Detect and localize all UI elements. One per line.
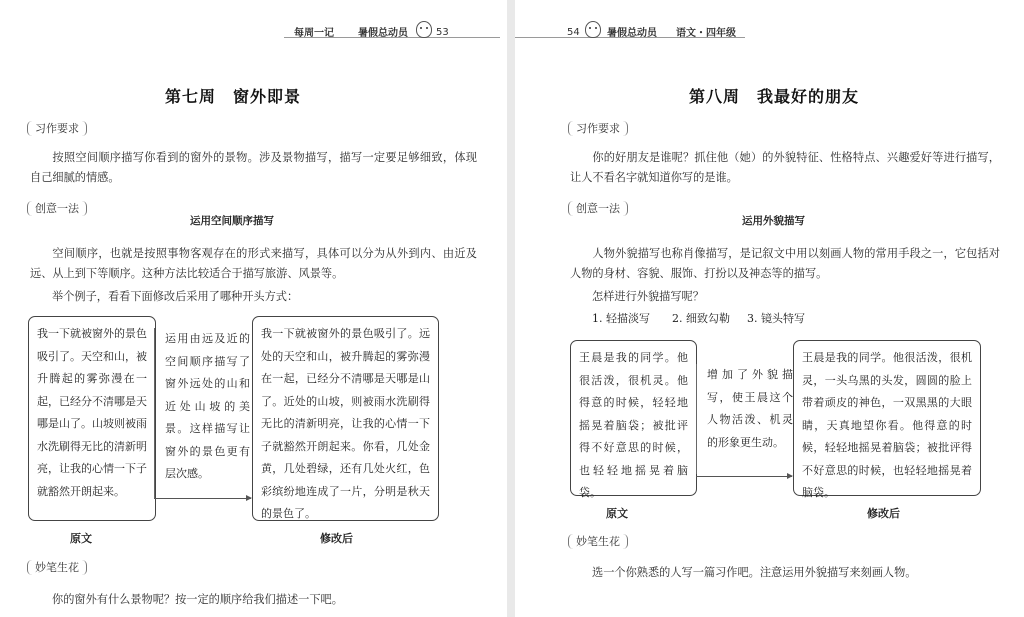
practice-text: 选一个你熟悉的人写一篇习作吧。注意运用外貌描写来刻画人物。 bbox=[592, 566, 917, 579]
method-title: 运用空间顺序描写 bbox=[190, 215, 274, 227]
tag-creative-method: 创意一法 bbox=[568, 201, 628, 216]
right-page bbox=[515, 0, 1024, 617]
tag-practice: 妙笔生花 bbox=[27, 560, 87, 575]
revision-note: 运用由远及近的空间顺序描写了窗外远处的山和近处山坡的美景。这样描写让窗外的景色更有层次感。 bbox=[154, 328, 250, 498]
revision-note: 增加了外貌描写，使王晨这个人物活泼、机灵的形象更生动。 bbox=[696, 364, 793, 474]
method-title: 运用外貌描写 bbox=[742, 215, 805, 227]
method-paragraph: 空间顺序，也就是按照事物客观存在的形式来描写，具体可以分为从外到内、由近及远、从上到下等顺序。这种方法比较适合于描写旅游、风景等。 bbox=[30, 247, 477, 280]
method-example-intro: 举个例子，看看下面修改后采用了哪种开头方式： bbox=[52, 290, 299, 303]
list-item: 1. 轻描淡写 bbox=[592, 312, 650, 325]
requirement-text: 你的好朋友是谁呢？抓住他（她）的外貌特征、性格特点、兴趣爱好等进行描写，让人不看名字就知道你写的是谁。 bbox=[570, 151, 1000, 184]
method-question: 怎样进行外貌描写呢？ bbox=[592, 290, 704, 303]
tag-practice: 妙笔生花 bbox=[568, 534, 628, 549]
method-paragraph: 人物外貌描写也称肖像描写，是记叙文中用以刻画人物的常用手段之一，它包括对人物的身材、容貌、服饰、打扮以及神态等的描写。 bbox=[570, 247, 1000, 280]
list-item: 3. 镜头特写 bbox=[747, 312, 805, 325]
revised-text-box: 王晨是我的同学。他很活泼，很机灵，一头乌黑的头发，圆圆的脸上带着顽皮的神色，一双黑黑的大眼睛，天真地望你看。他得意的时候，轻轻地摇晃着脑袋；被批评得不好意思的时候，也轻轻地摇晃着脑袋。 bbox=[793, 340, 981, 496]
page-number: 53 bbox=[436, 27, 449, 38]
header-book-title: 暑假总动员 bbox=[607, 28, 657, 39]
tag-writing-requirement: 习作要求 bbox=[27, 121, 87, 136]
page-number: 54 bbox=[567, 27, 580, 38]
page-title: 第八周 我最好的朋友 bbox=[689, 87, 860, 106]
practice-text: 你的窗外有什么景物呢？按一定的顺序给我们描述一下吧。 bbox=[52, 593, 343, 606]
page-title: 第七周 窗外即景 bbox=[165, 87, 302, 106]
arrow-icon bbox=[696, 476, 792, 477]
original-text-box: 我一下就被窗外的景色吸引了。天空和山，被升腾起的雾弥漫在一起，已经分不清哪是天哪是山了。山坡则被雨水洗刷得无比的清新明亮，让我的心情一下子就豁然开朗起来。 bbox=[28, 316, 156, 521]
caption-revised: 修改后 bbox=[320, 532, 353, 545]
revised-text-box: 我一下就被窗外的景色吸引了。远处的天空和山，被升腾起的雾弥漫在一起，已经分不清哪是天哪是山了。近处的山坡，则被雨水洗刷得无比的清新明亮，让我的心情一下子就豁然开朗起来。你看，几处金黄，几处碧绿，还有几处火红，色彩缤纷地连成了一片，分明是秋天的景色了。 bbox=[252, 316, 439, 521]
tag-writing-requirement: 习作要求 bbox=[568, 121, 628, 136]
original-text-box: 王晨是我的同学。他很活泼，很机灵。他得意的时候，轻轻地摇晃着脑袋；被批评得不好意思的时候，也轻轻地摇晃着脑袋。 bbox=[570, 340, 697, 496]
list-item: 2. 细致勾勒 bbox=[672, 312, 730, 325]
header-book-title: 暑假总动员 bbox=[358, 28, 408, 39]
arrow-icon bbox=[154, 498, 251, 499]
mascot-icon bbox=[416, 21, 432, 38]
tag-creative-method: 创意一法 bbox=[27, 201, 87, 216]
caption-original: 原文 bbox=[70, 532, 92, 545]
header-subject-grade: 语文・四年级 bbox=[676, 28, 736, 39]
left-page bbox=[0, 0, 507, 617]
header-series-label: 每周一记 bbox=[294, 28, 334, 39]
caption-original: 原文 bbox=[606, 507, 628, 520]
mascot-icon bbox=[585, 21, 601, 38]
requirement-text: 按照空间顺序描写你看到的窗外的景物。涉及景物描写，描写一定要足够细致，体现自己细腻的情感。 bbox=[30, 151, 477, 184]
caption-revised: 修改后 bbox=[867, 507, 900, 520]
